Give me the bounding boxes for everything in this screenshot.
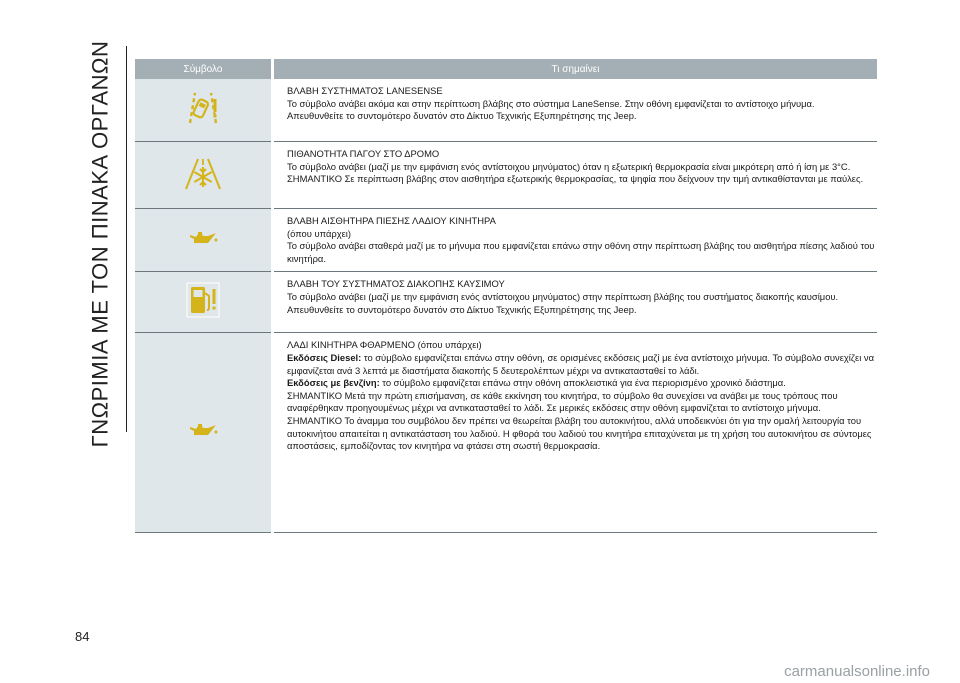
version-label: Εκδόσεις Diesel: bbox=[287, 351, 362, 363]
meaning-paragraph: ΒΛΑΒΗ ΑΙΣΘΗΤΗΡΑ ΠΙΕΣΗΣ ΛΑΔΙΟΥ ΚΙΝΗΤΗΡΑ bbox=[287, 215, 496, 226]
meaning-paragraph: ΣΗΜΑΝΤΙΚΟ Σε περίπτωση βλάβης στον αισθητήρα εξωτερικής θερμοκρασίας, τα ψηφία που δείχνουν την τιμή αντικαθίστανται με παύλες. bbox=[287, 173, 864, 185]
table-row bbox=[135, 209, 877, 272]
table-row bbox=[135, 142, 877, 209]
chapter-rule bbox=[126, 46, 127, 432]
oil-can-icon bbox=[188, 422, 218, 443]
symbol-cell bbox=[135, 142, 271, 209]
meaning-paragraph: Το σύμβολο ανάβει ακόμα και στην περίπτωση βλάβης στο σύστημα LaneSense. Στην οθόνη εμφανίζεται το αντίστοιχο μήνυμα. bbox=[287, 97, 815, 109]
meaning-paragraph: ΠΙΘΑΝΟΤΗΤΑ ΠΑΓΟΥ ΣΤΟ ΔΡΟΜΟ bbox=[287, 148, 440, 159]
meaning-paragraph: Το σύμβολο ανάβει (μαζί με την εμφάνιση ενός αντίστοιχου μηνύματος) στην περίπτωση βλάβης του συστήματος διακοπής καυσίμου. bbox=[287, 290, 839, 302]
meaning-paragraph bbox=[287, 352, 875, 377]
meaning-paragraph: ΛΑΔΙ ΚΙΝΗΤΗΡΑ ΦΘΑΡΜΕΝΟ (όπου υπάρχει) bbox=[287, 339, 482, 351]
meaning-paragraph: ΣΗΜΑΝΤΙΚΟ Μετά την πρώτη επισήμανση, σε κάθε εκκίνηση του κινητήρα, το σύμβολο θα συνεχίσει να ανάβει με τους τρόπους που αναφέρθηκαν προηγουμένως μέχρι να αντικατασταθεί το λάδι. Σε μερικές εκδόσεις στην οθόνη εμφανίζεται το αντίστοιχο μήνυμα. bbox=[287, 389, 838, 414]
meaning-paragraph: Απευθυνθείτε το συντομότερο δυνατόν στο Δίκτυο Τεχνικής Εξυπηρέτησης της Jeep. bbox=[287, 303, 637, 315]
meaning-paragraph: Το σύμβολο ανάβει σταθερά μαζί με το μήνυμα που εμφανίζεται επάνω στην οθόνη στην περίπτωση βλάβης του αισθητήρα πίεσης λαδιού του κινητήρα. bbox=[287, 240, 875, 264]
chapter-title bbox=[70, 40, 130, 448]
symbol-cell bbox=[135, 209, 271, 272]
table-row bbox=[135, 272, 877, 333]
table-header-row bbox=[135, 59, 877, 79]
page-number: 84 bbox=[75, 629, 90, 644]
chapter-title-text: ΓΝΩΡΙΜΙΑ ΜΕ ΤΟΝ ΠΙΝΑΚΑ ΟΡΓΑΝΩΝ bbox=[87, 40, 113, 448]
symbol-cell bbox=[135, 79, 271, 142]
fuel-pump-warning-icon bbox=[185, 281, 221, 324]
watermark: carmanualsonline.info bbox=[784, 663, 930, 680]
meaning-paragraph: Το σύμβολο ανάβει (μαζί με την εμφάνιση ενός αντίστοιχου μηνύματος) όταν η εξωτερική θερμοκρασία είναι μικρότερη από ή ίση με 3°C. bbox=[287, 160, 851, 172]
meaning-paragraph: Απευθυνθείτε το συντομότερο δυνατόν στο Δίκτυο Τεχνικής Εξυπηρέτησης της Jeep. bbox=[287, 110, 637, 122]
meaning-cell bbox=[274, 209, 877, 272]
table-row bbox=[135, 79, 877, 142]
meaning-paragraph: ΒΛΑΒΗ ΣΥΣΤΗΜΑΤΟΣ LANESENSE bbox=[287, 85, 443, 96]
oil-can-icon bbox=[188, 230, 218, 251]
meaning-paragraph: ΒΛΑΒΗ ΤΟΥ ΣΥΣΤΗΜΑΤΟΣ ΔΙΑΚΟΠΗΣ ΚΑΥΣΙΜΟΥ bbox=[287, 278, 505, 290]
version-text: το σύμβολο εμφανίζεται επάνω στην οθόνη, σε ορισμένες εκδόσεις μαζί με ένα αντίστοιχο μήνυμα. Το σύμβολο συνεχίζει να εμφανίζεται ανά 3 λεπτά με διαστήματα διακοπής 5 δευτερολέπτων μέχρι να αντικατασταθεί το λάδι. bbox=[287, 351, 874, 376]
warning-lights-table bbox=[135, 59, 877, 533]
symbol-cell bbox=[135, 272, 271, 333]
lane-departure-warning-icon bbox=[185, 90, 221, 131]
version-label: Εκδόσεις με βενζίνη: bbox=[287, 377, 380, 389]
header-symbol: Σύμβολο bbox=[135, 59, 271, 79]
header-meaning: Τι σημαίνει bbox=[274, 59, 877, 79]
meaning-paragraph: ΣΗΜΑΝΤΙΚΟ Το άναμμα του συμβόλου δεν πρέπει να θεωρείται βλάβη του αυτοκινήτου, αλλά υποδεικνύει ότι για την ομαλή λειτουργία του αυτοκινήτου απαιτείται η αντικατάσταση του λαδιού. Η φθορά του λαδιού του κινητήρα επιταχύνεται με τη χρήση του αυτοκινήτου σε σύντομες αποστάσεις, εμποδίζοντας τον κινητήρα να φτάσει στη σωστή θερμοκρασία. bbox=[287, 414, 872, 452]
road-ice-snowflake-icon bbox=[183, 155, 223, 196]
meaning-cell bbox=[274, 333, 877, 533]
meaning-cell bbox=[274, 79, 877, 142]
meaning-paragraph bbox=[287, 377, 875, 390]
table-row bbox=[135, 333, 877, 533]
meaning-paragraph: (όπου υπάρχει) bbox=[287, 227, 352, 239]
meaning-cell bbox=[274, 142, 877, 209]
symbol-cell bbox=[135, 333, 271, 533]
meaning-cell bbox=[274, 272, 877, 333]
version-text: το σύμβολο εμφανίζεται επάνω στην οθόνη αποκλειστικά για ένα περιορισμένο χρονικό διάστημα. bbox=[379, 377, 786, 389]
